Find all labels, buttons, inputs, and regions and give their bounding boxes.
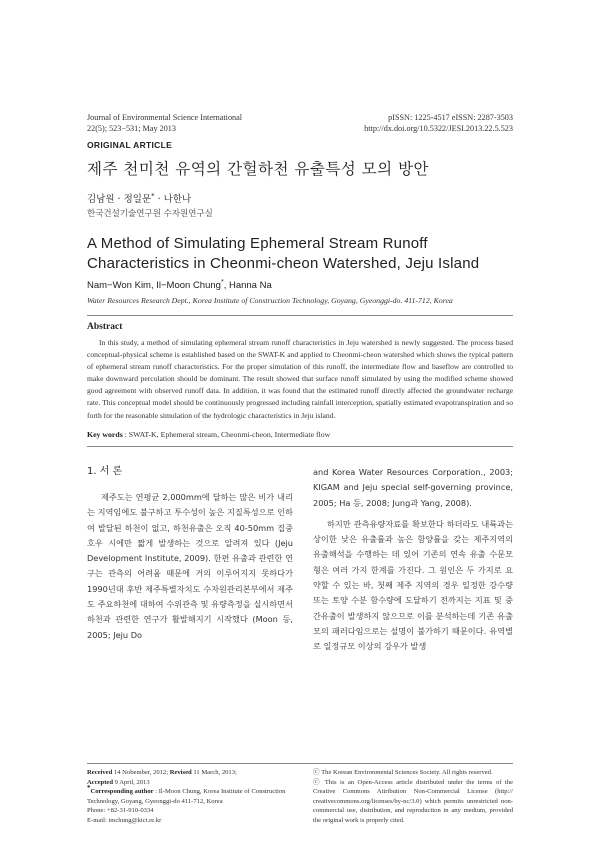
corresponding-mark: * bbox=[151, 191, 155, 200]
english-title: A Method of Simulating Ephemeral Stream Runoff Characteristics in Cheonmi-cheon Watershed, Jeju Island bbox=[87, 235, 480, 272]
corresponding-mark-en: * bbox=[220, 278, 224, 286]
license-text: ⓒ This is an Open-Access article distributed under the terms of the Creative Commons Attribution Non-Commercial License (http:// creativecommons.org/licenses/by-nc/3.0) which permits unrestricted non-commercial use, distribution, and reproduction in any medium, provided the original work is properly cited. bbox=[313, 778, 513, 824]
corresponding-info: : Il-Moon Chung, Korea Institute of Construction Technology, Goyang, Gyeonggi-do 411-712, Korea bbox=[87, 788, 286, 805]
keywords-value: : SWAT-K, Ephemeral stream, Cheonmi-cheon, Intermediate flow bbox=[122, 430, 331, 439]
footnote-right bbox=[313, 768, 513, 826]
accepted-label: Accepted bbox=[87, 778, 113, 786]
revised-date: 11 March, 2013; bbox=[191, 769, 237, 776]
divider-footnote bbox=[87, 763, 513, 764]
korean-affiliation: 한국건설기술연구원 수자원연구실 bbox=[87, 209, 213, 219]
divider-keywords bbox=[87, 446, 513, 447]
korean-authors-b: · 나한나 bbox=[154, 194, 192, 205]
english-authors bbox=[87, 280, 272, 291]
email-link[interactable]: E-mail: imchung@kict.re.kr bbox=[87, 816, 162, 824]
corresponding-line bbox=[87, 784, 293, 806]
article-type: ORIGINAL ARTICLE bbox=[87, 140, 173, 150]
body-column-right bbox=[313, 465, 513, 655]
body-paragraph: 하지만 관측유량자료를 확보한다 하더라도 내륙과는 상이한 낮은 유출률과 높은 함양률을 갖는 제주지역의 유출해석을 수행하는 데 있어 기존의 연속 유출 수문모형은 여러 가지 한계를 가진다. 그 원인은 두 가지로 요약할 수 있는 바, 첫째 제주 지역의 경우 일정한 강수량 또는 토양 수분 함수량에 도달하기 전까지는 지표 및 중간유출이 발생하지 않으므로 이를 분석하는데 기존 유출모의 패러다임으로는 설명이 불가하기 때문이다. 유역별로 일정규모 이상의 강우가 발생 bbox=[313, 518, 513, 652]
english-authors-a: Nam−Won Kim, Il−Moon Chung bbox=[87, 280, 221, 291]
body-paragraph: 제주도는 연평균 2,000mm에 달하는 많은 비가 내리는 지역임에도 불구하고 투수성이 높은 지질특성으로 인하여 발달된 하천이 없고, 하천유출은 오직 40-50mm 집중호우 시에만 짧게 발생하는 것으로 알려져 있다 (Jeju Development Institute, 2009). 한편 유출과 관련한 연구는 관측의 어려움 때문에 거의 이루어지지 못하다가 1990년대 후반 제주특별자치도 수자원관리본부에서 제주도 주요하천에 대하여 수위관측 및 유량측정을 실시하면서 하천과 관련한 연구가 활발해지기 시작했다 (Moon 등, 2005; Jeju Do bbox=[87, 492, 293, 640]
accepted-date: 9 April, 2013 bbox=[113, 778, 150, 786]
journal-header-right bbox=[364, 112, 513, 134]
body-paragraph: and Korea Water Resources Corporation., 2003; KIGAM and Jeju special self-governing province, 2005; Ha 등, 2008; Jung과 Yang, 2008). bbox=[313, 467, 513, 508]
english-affiliation: Water Resources Research Dept., Korea Institute of Construction Technology, Goyang, Gyeonggi-do. 411-712, Korea bbox=[87, 296, 453, 305]
korean-title: 제주 천미천 유역의 간헐하천 유출특성 모의 방안 bbox=[87, 160, 430, 178]
divider-top bbox=[87, 315, 513, 316]
corresponding-label-text: Corresponding author bbox=[90, 788, 154, 796]
revised-label: Revised bbox=[169, 769, 192, 776]
keywords-label: Key words bbox=[87, 430, 123, 439]
section-title: 1. 서 론 bbox=[87, 466, 123, 477]
body-column-left bbox=[87, 490, 293, 643]
journal-volume: 22(5); 523−531; May 2013 bbox=[87, 124, 176, 133]
corresponding-label bbox=[87, 784, 154, 796]
corresponding-star: * bbox=[87, 784, 91, 792]
phone: Phone: +82-31-910-0334 bbox=[87, 807, 154, 815]
keywords bbox=[87, 430, 330, 439]
korean-authors-a: 김남원 · 정일문 bbox=[87, 194, 152, 205]
journal-name: Journal of Environmental Science International bbox=[87, 113, 243, 122]
abstract-heading: Abstract bbox=[87, 322, 123, 332]
abstract-body: In this study, a method of simulating ephemeral stream runoff characteristics in Jeju watershed is newly suggested. The process based conceptual-physical scheme is established based on the SWAT-K and applied to Cheonmi-cheon watershed which shows the typical pattern of ephemeral stream runoff characteristics. For the proper simulation of this runoff, the intermediate flow and baseflow are controlled to make downward percolation should be dominant. The result showed that surface runoff simulated by using the modified scheme showed good agreement with observed runoff data. In addition, it was found that the estimated runoff directly affected the groundwater recharge rate. This conceptual model should be continuously progressed including rainfall interception, spatially estimated evapotranspiration and so forth for the reasonable simulation of the hydrologic characteristics in Jeju island. bbox=[87, 338, 513, 420]
received-label: Received bbox=[87, 769, 113, 776]
received-date: 14 Nobember, 2012; bbox=[112, 769, 170, 776]
footnote-left bbox=[87, 768, 293, 826]
issn: pISSN: 1225-4517 eISSN: 2287-3503 bbox=[388, 113, 513, 122]
received-line bbox=[87, 768, 293, 778]
doi-link[interactable]: http://dx.doi.org/10.5322/JESI.2013.22.5.523 bbox=[364, 124, 513, 133]
korean-authors bbox=[87, 191, 191, 205]
journal-header-left bbox=[87, 112, 242, 134]
accepted-line bbox=[87, 778, 293, 788]
english-authors-b: , Hanna Na bbox=[223, 280, 272, 291]
copyright: ⓒ The Korean Environmental Sciences Society. All rights reserved. bbox=[313, 769, 493, 776]
